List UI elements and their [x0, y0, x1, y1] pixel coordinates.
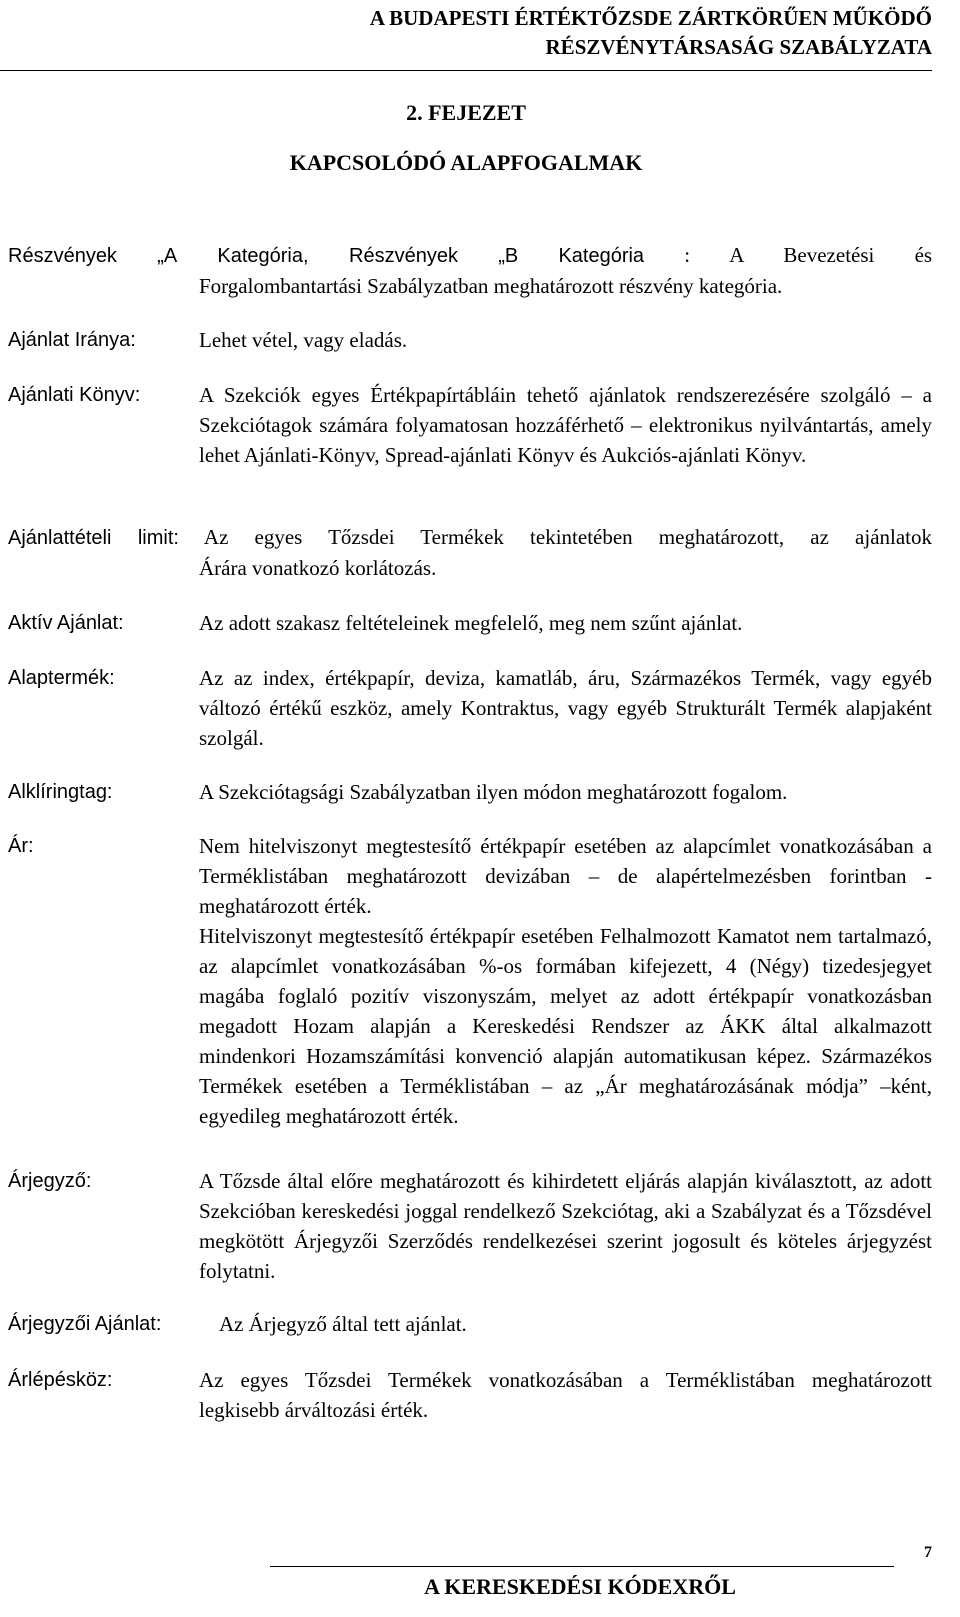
reszveny-term-e: Kategória	[558, 245, 645, 267]
arlepes-term: Árlépésköz:	[8, 1369, 113, 1391]
definition-alaptermek	[8, 663, 932, 753]
aktiv-term: Aktív Ajánlat:	[8, 612, 124, 634]
definition-ar	[8, 831, 932, 1131]
reszveny-term-a: Részvények	[8, 245, 117, 267]
ajanlati-konyv-term: Ajánlati Könyv:	[8, 384, 141, 406]
chapter-number: 2. FEJEZET	[406, 100, 526, 125]
ar-text-1: Nem hitelviszonyt megtestesítő értékpapír esetében az alapcímlet vonatkozásában a Terméklistában meghatározott devizában – de alapértelmezésben forintban - meghatározott érték.	[199, 834, 932, 918]
limit-text-1: Az egyes Tőzsdei Termékek tekintetében meghatározott, az ajánlatok	[203, 525, 933, 549]
alaptermek-term: Alaptermék:	[8, 667, 115, 689]
alkliring-text: A Szekciótagsági Szabályzatban ilyen módon meghatározott fogalom.	[199, 780, 788, 804]
footer-title: A KERESKEDÉSI KÓDEXRŐL	[424, 1574, 736, 1599]
ar-text-2: Hitelviszonyt megtestesítő értékpapír esetében Felhalmozott Kamatot nem tartalmazó, az alapcímlet vonatkozásában %-os formában kifejezett, 4 (Négy) tizedesjegyet magába foglaló pozitív viszonyszám, melyet az adott értékpapír vonatkozásban megadott Hozam alapján a Kereskedési Rendszer az ÁKK által alkalmazott mindenkori Hozamszámítási konvenció alapján automatikusan képez. Származékos Termékek esetében a Terméklistában – az „Ár meghatározásának módja” –ként, egyedileg meghatározott érték.	[199, 924, 932, 1128]
definition-reszveny	[8, 240, 932, 301]
alkliring-term: Alklíringtag:	[8, 781, 113, 803]
arjegyzoi-text: Az Árjegyző által tett ajánlat.	[219, 1312, 467, 1336]
reszveny-colon: :	[684, 243, 691, 267]
page-number: 7	[924, 1544, 932, 1561]
alaptermek-text: Az az index, értékpapír, deviza, kamatláb, áru, Származékos Termék, vagy egyéb változó értékű eszköz, amely Kontraktus, vagy egyéb Strukturált Termék alapjaként szolgál.	[199, 666, 932, 750]
reszveny-first-line	[8, 240, 932, 271]
limit-term: Ajánlattételi limit:	[8, 527, 179, 549]
header-rule	[0, 70, 932, 71]
definition-ajanlati-konyv	[8, 380, 932, 470]
ajanlati-konyv-text: A Szekciók egyes Értékpapírtábláin tehető ajánlatok rendszerezésére szolgáló – a Szekciótagok számára folyamatosan hozzáférhető – elektronikus nyilvántartás, amely lehet Ajánlati-Könyv, Spread-ajánlati Könyv és Aukciós-ajánlati Könyv.	[199, 383, 932, 467]
header-line-1: A BUDAPESTI ÉRTÉKTŐZSDE ZÁRTKÖRŰEN MŰKÖDŐ	[369, 6, 932, 30]
ajanlat-iranya-term: Ajánlat Iránya:	[8, 329, 136, 351]
header-line-2: RÉSZVÉNYTÁRSASÁG SZABÁLYZATA	[545, 35, 932, 59]
reszveny-term-c: Kategória, Részvények	[217, 245, 458, 267]
definition-arjegyzo	[8, 1166, 932, 1286]
aktiv-text: Az adott szakasz feltételeinek megfelelő, meg nem szűnt ajánlat.	[199, 611, 743, 635]
definition-limit	[8, 522, 932, 583]
definition-arjegyzoi-ajanlat	[8, 1309, 932, 1339]
definition-alkliring	[8, 777, 932, 807]
definition-arlepeskoz	[8, 1365, 932, 1425]
definition-ajanlat-iranya	[8, 325, 932, 355]
ajanlat-iranya-text: Lehet vétel, vagy eladás.	[199, 328, 408, 352]
definition-aktiv	[8, 608, 932, 638]
ar-term: Ár:	[8, 835, 34, 857]
arjegyzoi-term: Árjegyzői Ajánlat:	[8, 1313, 162, 1335]
reszveny-term-d: „B	[498, 245, 519, 267]
reszveny-text-1: A Bevezetési és	[729, 243, 933, 267]
arlepes-text: Az egyes Tőzsdei Termékek vonatkozásában a Terméklistában meghatározott legkisebb árváltozási érték.	[199, 1368, 932, 1422]
reszveny-term-b: „A	[157, 245, 178, 267]
page-header	[0, 4, 932, 62]
reszveny-text-2: Forgalombantartási Szabályzatban meghatározott részvény kategória.	[199, 274, 783, 298]
limit-first-line	[8, 522, 932, 553]
footer-rule	[270, 1566, 894, 1567]
limit-text-2: Árára vonatkozó korlátozás.	[199, 556, 437, 580]
arjegyzo-text: A Tőzsde által előre meghatározott és kihirdetett eljárás alapján kiválasztott, az adott Szekcióban kereskedési joggal rendelkező Szekciótag, aki a Szabályzat és a Tőzsdével megkötött Árjegyzői Szerződés rendelkezései szerint jogosult és köteles árjegyzést folytatni.	[199, 1169, 932, 1283]
chapter-title: KAPCSOLÓDÓ ALAPFOGALMAK	[289, 150, 643, 175]
arjegyzo-term: Árjegyző:	[8, 1170, 92, 1192]
